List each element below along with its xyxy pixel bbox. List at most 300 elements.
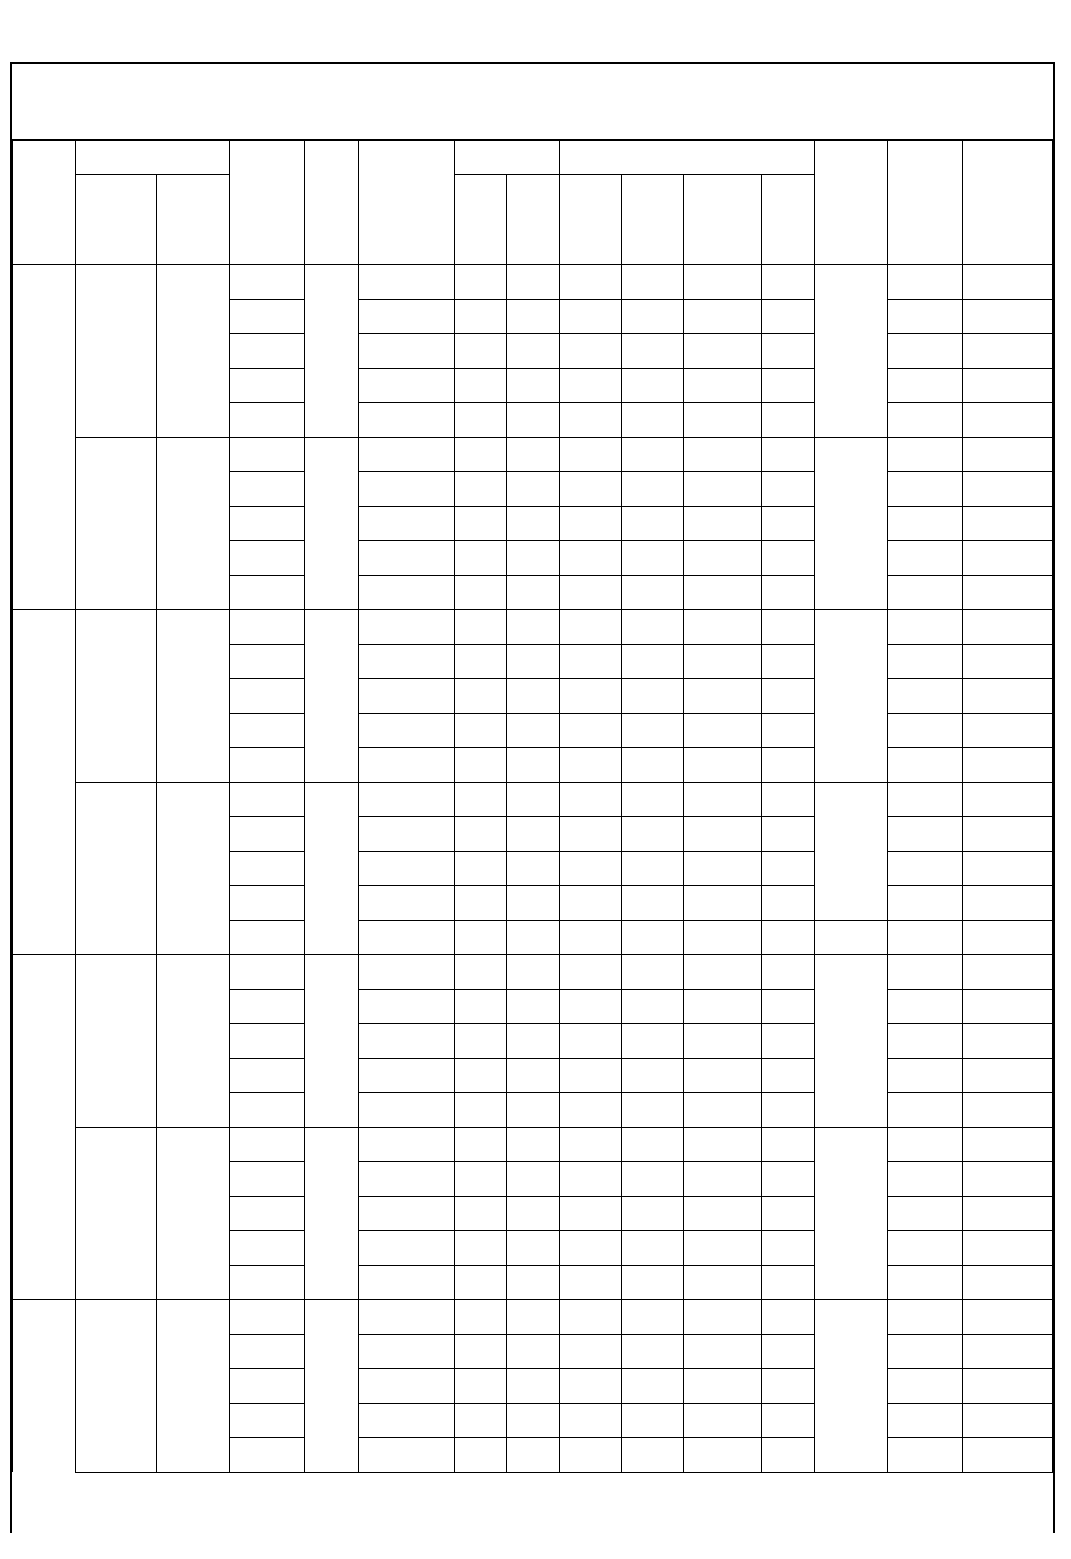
- grade-cell: [229, 1403, 304, 1438]
- perf-ratio-cell: [507, 1403, 560, 1438]
- post-pay-cell: [622, 265, 684, 300]
- post-pay-cell: [622, 920, 684, 955]
- monthly-cell: [358, 1334, 454, 1369]
- perf-ratio-cell: [507, 1334, 560, 1369]
- perf-ratio-cell: [507, 299, 560, 334]
- grade-cell: [229, 1300, 304, 1335]
- base-pay-cell: [560, 1058, 622, 1093]
- base-pay-cell: [560, 1300, 622, 1335]
- perf-ratio-cell: [507, 1231, 560, 1266]
- annual-salary-cell: [963, 955, 1053, 990]
- annual-salary-cell: [963, 886, 1053, 921]
- header-technical: [156, 175, 229, 265]
- grade-cell: [229, 1058, 304, 1093]
- fixed-ratio-cell: [454, 472, 507, 507]
- post-pay-cell: [622, 817, 684, 852]
- grade2-cell: [888, 265, 963, 300]
- technical-position-cell: [156, 1300, 229, 1473]
- grade-cell: [229, 1093, 304, 1128]
- grade-cell: [229, 1162, 304, 1197]
- grade2-cell: [888, 1369, 963, 1404]
- grade-cell: [229, 403, 304, 438]
- bonus-cell: [762, 299, 815, 334]
- fixed-ratio-cell: [454, 265, 507, 300]
- table-row: [13, 437, 1053, 472]
- fixed-ratio-cell: [454, 1024, 507, 1059]
- post-pay-cell: [622, 403, 684, 438]
- post-pay-cell: [622, 1162, 684, 1197]
- grade-diff-cell: [304, 1127, 358, 1300]
- fixed-ratio-cell: [454, 506, 507, 541]
- monthly-cell: [358, 1127, 454, 1162]
- bonus-cell: [762, 368, 815, 403]
- post-pay-cell: [622, 334, 684, 369]
- fixed-ratio-cell: [454, 610, 507, 645]
- bonus-cell: [762, 1438, 815, 1473]
- header-perf-pay: [684, 175, 762, 265]
- grade-cell: [229, 1265, 304, 1300]
- post-pay-cell: [622, 472, 684, 507]
- annual-salary-cell: [963, 541, 1053, 576]
- header-category: [13, 141, 76, 265]
- monthly-cell: [358, 299, 454, 334]
- grade2-cell: [888, 989, 963, 1024]
- base-pay-cell: [560, 1265, 622, 1300]
- monthly-cell: [358, 920, 454, 955]
- table-row: [13, 1300, 1053, 1335]
- grade2-cell: [888, 1403, 963, 1438]
- category-cell: [13, 1300, 76, 1473]
- fixed-ratio-cell: [454, 1438, 507, 1473]
- fixed-ratio-cell: [454, 437, 507, 472]
- grade-diff-cell: [304, 1300, 358, 1473]
- header-structure: [560, 141, 815, 175]
- perf-pay-cell: [684, 851, 762, 886]
- grade2-cell: [888, 1162, 963, 1197]
- perf-pay-cell: [684, 403, 762, 438]
- base-pay-cell: [560, 506, 622, 541]
- perf-ratio-cell: [507, 437, 560, 472]
- monthly-cell: [358, 334, 454, 369]
- management-position-cell: [75, 1300, 156, 1473]
- perf-pay-cell: [684, 679, 762, 714]
- perf-pay-cell: [684, 886, 762, 921]
- post-pay-cell: [622, 368, 684, 403]
- perf-pay-cell: [684, 506, 762, 541]
- grade-cell: [229, 368, 304, 403]
- grade2-cell: [888, 541, 963, 576]
- perf-pay-cell: [684, 1127, 762, 1162]
- annual-salary-cell: [963, 782, 1053, 817]
- post-pay-cell: [622, 851, 684, 886]
- base-pay-cell: [560, 541, 622, 576]
- perf-pay-cell: [684, 713, 762, 748]
- perf-pay-cell: [684, 782, 762, 817]
- management-position-cell: [75, 1127, 156, 1300]
- fixed-ratio-cell: [454, 782, 507, 817]
- category-cell: [13, 610, 76, 955]
- base-pay-cell: [560, 1334, 622, 1369]
- grade-cell: [229, 1231, 304, 1266]
- header-monthly: [358, 141, 454, 265]
- base-pay-cell: [560, 1369, 622, 1404]
- table-row: [13, 265, 1053, 300]
- fixed-ratio-cell: [454, 541, 507, 576]
- annual-salary-cell: [963, 1127, 1053, 1162]
- bonus-cell: [762, 1231, 815, 1266]
- bonus-cell: [762, 1300, 815, 1335]
- header-retain: [815, 141, 888, 265]
- perf-ratio-cell: [507, 851, 560, 886]
- base-pay-cell: [560, 610, 622, 645]
- post-pay-cell: [622, 886, 684, 921]
- bonus-cell: [762, 437, 815, 472]
- retain-quota-cell: [815, 1127, 888, 1300]
- bonus-cell: [762, 679, 815, 714]
- header-post: [622, 175, 684, 265]
- base-pay-cell: [560, 1093, 622, 1128]
- monthly-cell: [358, 1300, 454, 1335]
- perf-pay-cell: [684, 472, 762, 507]
- annual-salary-cell: [963, 472, 1053, 507]
- perf-pay-cell: [684, 644, 762, 679]
- perf-ratio-cell: [507, 368, 560, 403]
- post-pay-cell: [622, 1265, 684, 1300]
- grade-cell: [229, 610, 304, 645]
- perf-pay-cell: [684, 1334, 762, 1369]
- monthly-cell: [358, 403, 454, 438]
- fixed-ratio-cell: [454, 1093, 507, 1128]
- annual-salary-cell: [963, 1334, 1053, 1369]
- bonus-cell: [762, 506, 815, 541]
- grade-cell: [229, 679, 304, 714]
- post-pay-cell: [622, 1024, 684, 1059]
- fixed-ratio-cell: [454, 1265, 507, 1300]
- table-row: [13, 955, 1053, 990]
- grade-cell: [229, 299, 304, 334]
- post-pay-cell: [622, 748, 684, 783]
- table-row: [13, 1127, 1053, 1162]
- grade2-cell: [888, 713, 963, 748]
- post-pay-cell: [622, 506, 684, 541]
- base-pay-cell: [560, 1438, 622, 1473]
- perf-pay-cell: [684, 1024, 762, 1059]
- perf-ratio-cell: [507, 817, 560, 852]
- fixed-ratio-cell: [454, 713, 507, 748]
- bonus-cell: [762, 265, 815, 300]
- monthly-cell: [358, 851, 454, 886]
- monthly-cell: [358, 1024, 454, 1059]
- perf-ratio-cell: [507, 1300, 560, 1335]
- monthly-cell: [358, 575, 454, 610]
- header-grade: [229, 141, 304, 265]
- grade2-cell: [888, 644, 963, 679]
- monthly-cell: [358, 472, 454, 507]
- base-pay-cell: [560, 437, 622, 472]
- annual-salary-cell: [963, 1265, 1053, 1300]
- perf-ratio-cell: [507, 920, 560, 955]
- annual-salary-cell: [963, 1403, 1053, 1438]
- annual-salary-cell: [963, 920, 1053, 955]
- perf-pay-cell: [684, 265, 762, 300]
- post-pay-cell: [622, 1300, 684, 1335]
- bonus-cell: [762, 610, 815, 645]
- grade-cell: [229, 851, 304, 886]
- grade-cell: [229, 472, 304, 507]
- perf-ratio-cell: [507, 1093, 560, 1128]
- annual-salary-cell: [963, 713, 1053, 748]
- monthly-cell: [358, 1438, 454, 1473]
- fixed-ratio-cell: [454, 1334, 507, 1369]
- perf-pay-cell: [684, 541, 762, 576]
- grade-cell: [229, 541, 304, 576]
- header-positions: [75, 141, 229, 175]
- perf-ratio-cell: [507, 265, 560, 300]
- perf-pay-cell: [684, 575, 762, 610]
- grade-cell: [229, 1369, 304, 1404]
- bonus-cell: [762, 1196, 815, 1231]
- salary-table-body: [13, 265, 1053, 1473]
- annual-salary-cell: [963, 748, 1053, 783]
- post-pay-cell: [622, 1093, 684, 1128]
- base-pay-cell: [560, 334, 622, 369]
- grade2-cell: [888, 472, 963, 507]
- annual-salary-cell: [963, 1058, 1053, 1093]
- perf-pay-cell: [684, 1058, 762, 1093]
- grade2-cell: [888, 748, 963, 783]
- header-base: [560, 175, 622, 265]
- perf-pay-cell: [684, 1162, 762, 1197]
- perf-ratio-cell: [507, 1369, 560, 1404]
- fixed-ratio-cell: [454, 1300, 507, 1335]
- technical-position-cell: [156, 265, 229, 438]
- grade-cell: [229, 506, 304, 541]
- post-pay-cell: [622, 1231, 684, 1266]
- base-pay-cell: [560, 920, 622, 955]
- base-pay-cell: [560, 1231, 622, 1266]
- grade2-cell: [888, 575, 963, 610]
- grade2-cell: [888, 334, 963, 369]
- base-pay-cell: [560, 989, 622, 1024]
- table-row: [13, 610, 1053, 645]
- base-pay-cell: [560, 644, 622, 679]
- grade-cell: [229, 334, 304, 369]
- grade2-cell: [888, 1196, 963, 1231]
- annual-salary-cell: [963, 1093, 1053, 1128]
- monthly-cell: [358, 748, 454, 783]
- fixed-ratio-cell: [454, 1231, 507, 1266]
- monthly-cell: [358, 506, 454, 541]
- grade2-cell: [888, 1093, 963, 1128]
- grade-cell: [229, 920, 304, 955]
- bonus-cell: [762, 851, 815, 886]
- management-position-cell: [75, 610, 156, 783]
- bonus-cell: [762, 817, 815, 852]
- grade2-cell: [888, 506, 963, 541]
- perf-ratio-cell: [507, 679, 560, 714]
- grade-cell: [229, 1438, 304, 1473]
- base-pay-cell: [560, 368, 622, 403]
- grade2-cell: [888, 1438, 963, 1473]
- grade-cell: [229, 644, 304, 679]
- category-cell: [13, 265, 76, 610]
- perf-ratio-cell: [507, 1024, 560, 1059]
- perf-ratio-cell: [507, 1162, 560, 1197]
- perf-ratio-cell: [507, 610, 560, 645]
- perf-pay-cell: [684, 1403, 762, 1438]
- monthly-cell: [358, 1231, 454, 1266]
- header-diff: [304, 141, 358, 265]
- bonus-cell: [762, 334, 815, 369]
- annual-salary-cell: [963, 851, 1053, 886]
- retain-quota-cell: [815, 265, 888, 438]
- monthly-cell: [358, 679, 454, 714]
- bonus-cell: [762, 1024, 815, 1059]
- base-pay-cell: [560, 1127, 622, 1162]
- grade2-cell: [888, 1127, 963, 1162]
- fixed-ratio-cell: [454, 955, 507, 990]
- monthly-cell: [358, 437, 454, 472]
- retain-quota-cell: [815, 437, 888, 610]
- base-pay-cell: [560, 1196, 622, 1231]
- annual-salary-cell: [963, 989, 1053, 1024]
- grade-cell: [229, 575, 304, 610]
- header-fixed: [454, 175, 507, 265]
- bonus-cell: [762, 1334, 815, 1369]
- post-pay-cell: [622, 575, 684, 610]
- bonus-cell: [762, 1093, 815, 1128]
- grade-diff-cell: [304, 955, 358, 1128]
- base-pay-cell: [560, 851, 622, 886]
- base-pay-cell: [560, 472, 622, 507]
- retain-empty-cell: [815, 920, 888, 955]
- perf-ratio-cell: [507, 955, 560, 990]
- perf-ratio-cell: [507, 1058, 560, 1093]
- post-pay-cell: [622, 1196, 684, 1231]
- grade2-cell: [888, 437, 963, 472]
- fixed-ratio-cell: [454, 1058, 507, 1093]
- post-pay-cell: [622, 782, 684, 817]
- annual-salary-cell: [963, 299, 1053, 334]
- perf-ratio-cell: [507, 334, 560, 369]
- monthly-cell: [358, 817, 454, 852]
- header-grade2: [888, 141, 963, 265]
- bonus-cell: [762, 472, 815, 507]
- monthly-cell: [358, 1403, 454, 1438]
- grade2-cell: [888, 886, 963, 921]
- bonus-cell: [762, 782, 815, 817]
- annual-salary-cell: [963, 506, 1053, 541]
- monthly-cell: [358, 1093, 454, 1128]
- grade2-cell: [888, 851, 963, 886]
- perf-pay-cell: [684, 1369, 762, 1404]
- perf-ratio-cell: [507, 713, 560, 748]
- fixed-ratio-cell: [454, 1369, 507, 1404]
- fixed-ratio-cell: [454, 644, 507, 679]
- perf-ratio-cell: [507, 403, 560, 438]
- monthly-cell: [358, 265, 454, 300]
- post-pay-cell: [622, 644, 684, 679]
- monthly-cell: [358, 886, 454, 921]
- monthly-cell: [358, 368, 454, 403]
- post-pay-cell: [622, 1369, 684, 1404]
- perf-ratio-cell: [507, 886, 560, 921]
- post-pay-cell: [622, 713, 684, 748]
- bonus-cell: [762, 989, 815, 1024]
- technical-position-cell: [156, 782, 229, 955]
- annual-salary-cell: [963, 368, 1053, 403]
- base-pay-cell: [560, 1403, 622, 1438]
- monthly-cell: [358, 541, 454, 576]
- retain-quota-cell: [815, 955, 888, 1128]
- perf-pay-cell: [684, 1265, 762, 1300]
- grade2-cell: [888, 1300, 963, 1335]
- grade-cell: [229, 437, 304, 472]
- monthly-cell: [358, 713, 454, 748]
- header-bonus: [762, 175, 815, 265]
- fixed-ratio-cell: [454, 575, 507, 610]
- grade2-cell: [888, 1231, 963, 1266]
- management-position-cell: [75, 955, 156, 1128]
- management-position-cell: [75, 265, 156, 438]
- fixed-ratio-cell: [454, 886, 507, 921]
- grade2-cell: [888, 1334, 963, 1369]
- header-management: [75, 175, 156, 265]
- salary-sheet: [10, 62, 1055, 1533]
- grade2-cell: [888, 679, 963, 714]
- base-pay-cell: [560, 1162, 622, 1197]
- post-pay-cell: [622, 989, 684, 1024]
- grade2-cell: [888, 368, 963, 403]
- perf-ratio-cell: [507, 1438, 560, 1473]
- base-pay-cell: [560, 782, 622, 817]
- annual-salary-cell: [963, 1196, 1053, 1231]
- fixed-ratio-cell: [454, 299, 507, 334]
- grade2-cell: [888, 782, 963, 817]
- grade-cell: [229, 886, 304, 921]
- management-position-cell: [75, 782, 156, 955]
- perf-pay-cell: [684, 299, 762, 334]
- perf-pay-cell: [684, 817, 762, 852]
- annual-salary-cell: [963, 334, 1053, 369]
- fixed-ratio-cell: [454, 851, 507, 886]
- perf-ratio-cell: [507, 644, 560, 679]
- header-annual: [963, 141, 1053, 265]
- monthly-cell: [358, 782, 454, 817]
- perf-ratio-cell: [507, 506, 560, 541]
- grade2-cell: [888, 299, 963, 334]
- perf-pay-cell: [684, 437, 762, 472]
- post-pay-cell: [622, 679, 684, 714]
- technical-position-cell: [156, 1127, 229, 1300]
- grade-cell: [229, 817, 304, 852]
- perf-pay-cell: [684, 368, 762, 403]
- grade-cell: [229, 989, 304, 1024]
- annual-salary-cell: [963, 1369, 1053, 1404]
- monthly-cell: [358, 1162, 454, 1197]
- bonus-cell: [762, 1265, 815, 1300]
- fixed-ratio-cell: [454, 403, 507, 438]
- grade-diff-cell: [304, 610, 358, 783]
- annual-salary-cell: [963, 265, 1053, 300]
- monthly-cell: [358, 644, 454, 679]
- bonus-cell: [762, 955, 815, 990]
- perf-ratio-cell: [507, 1265, 560, 1300]
- perf-pay-cell: [684, 1093, 762, 1128]
- monthly-cell: [358, 1369, 454, 1404]
- grade2-cell: [888, 403, 963, 438]
- perf-ratio-cell: [507, 575, 560, 610]
